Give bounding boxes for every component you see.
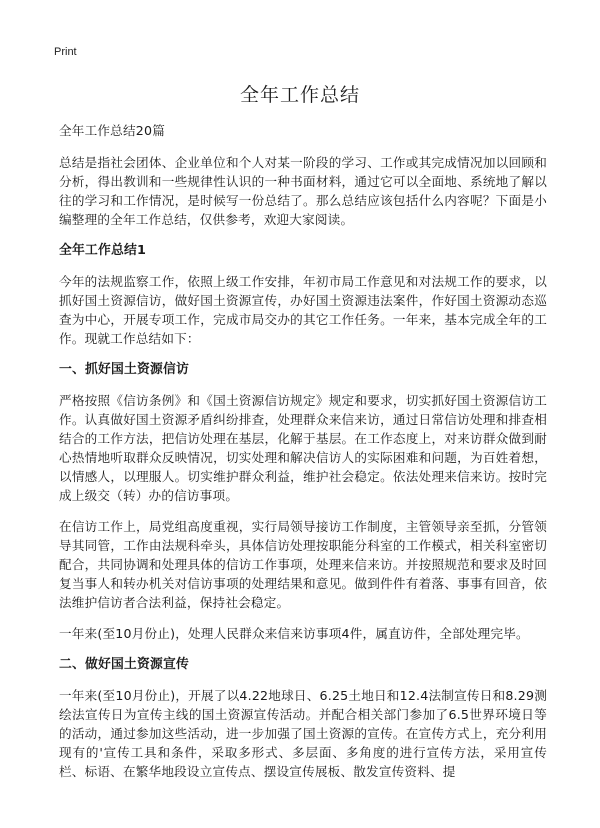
document-subtitle: 全年工作总结20篇 bbox=[59, 123, 165, 138]
petitions-paragraph-1: 严格按照《信访条例》和《国土资源信访规定》规定和要求，切实抓好国土资源信访工作。认真做好国土资源矛盾纠纷排查，处理群众来信来访，通过日常信访处理和排查相结合的工作方法，把信访处理在基层，化解于基层。在工作态度上，对来访群众做到耐心热情地听取群众反映情况，切实处理和解决信访人的实际困难和问题，为百姓着想，以情感人，以理服人。切实维护群众利益，维护社会稳定。依法处理来信来访。按时完成上级交（转）办的信访事项。 bbox=[59, 393, 547, 503]
document-body bbox=[59, 121, 547, 793]
print-link[interactable]: Print bbox=[54, 46, 77, 58]
publicity-paragraph-1: 一年来(至10月份止)，开展了以4.22地球日、6.25土地日和12.4法制宣传日和8.29测绘法宣传日为宣传主线的国土资源宣传活动。并配合相关部门参加了6.5世界环境日等的活动，通过参加这些活动，进一步加强了国土资源的宣传。在宣传方式上，充分利用现有的'宣传工具和条件，采取多形式、多层面、多角度的进行宣传方法，采用宣传栏、标语、在繁华地段设立宣传点、摆设宣传展板、散发宣传资料、提 bbox=[59, 688, 547, 779]
petitions-paragraph-3: 一年来(至10月份止)，处理人民群众来信来访事项4件，属直访件，全部处理完毕。 bbox=[59, 626, 529, 641]
petitions-paragraph-2: 在信访工作上，局党组高度重视，实行局领导接访工作制度，主管领导亲至抓，分管领导其同管，工作由法规科牵头，具体信访处理按职能分科室的工作模式，相关科室密切配合，共同协调和处理具体的信访工作事项，处理来信来访。并按照规范和要求及时回复当事人和转办机关对信访事项的处理结果和意见。做到件件有着落、事事有回音，依法维护信访者合法利益，保持社会稳定。 bbox=[59, 519, 547, 610]
page-title: 全年工作总结 bbox=[239, 84, 360, 106]
section-heading-1: 全年工作总结1 bbox=[59, 243, 147, 258]
heading-petitions: 一、抓好国土资源信访 bbox=[59, 362, 189, 377]
section-1-paragraph: 今年的法规监察工作，依照上级工作安排，年初市局工作意见和对法规工作的要求，以抓好国土资源信访，做好国土资源宣传，办好国土资源违法案件，作好国土资源动态巡查为中心，开展专项工作，完成市局交办的其它工作任务。一年来，基本完成全年的工作。现就工作总结如下： bbox=[59, 274, 547, 346]
heading-publicity: 二、做好国土资源宣传 bbox=[59, 657, 189, 672]
intro-paragraph: 总结是指社会团体、企业单位和个人对某一阶段的学习、工作或其完成情况加以回顾和分析，得出教训和一些规律性认识的一种书面材料，通过它可以全面地、系统地了解以往的学习和工作情况，是时候写一份总结了。那么总结应该包括什么内容呢？下面是小编整理的全年工作总结，仅供参考，欢迎大家阅读。 bbox=[59, 155, 547, 227]
